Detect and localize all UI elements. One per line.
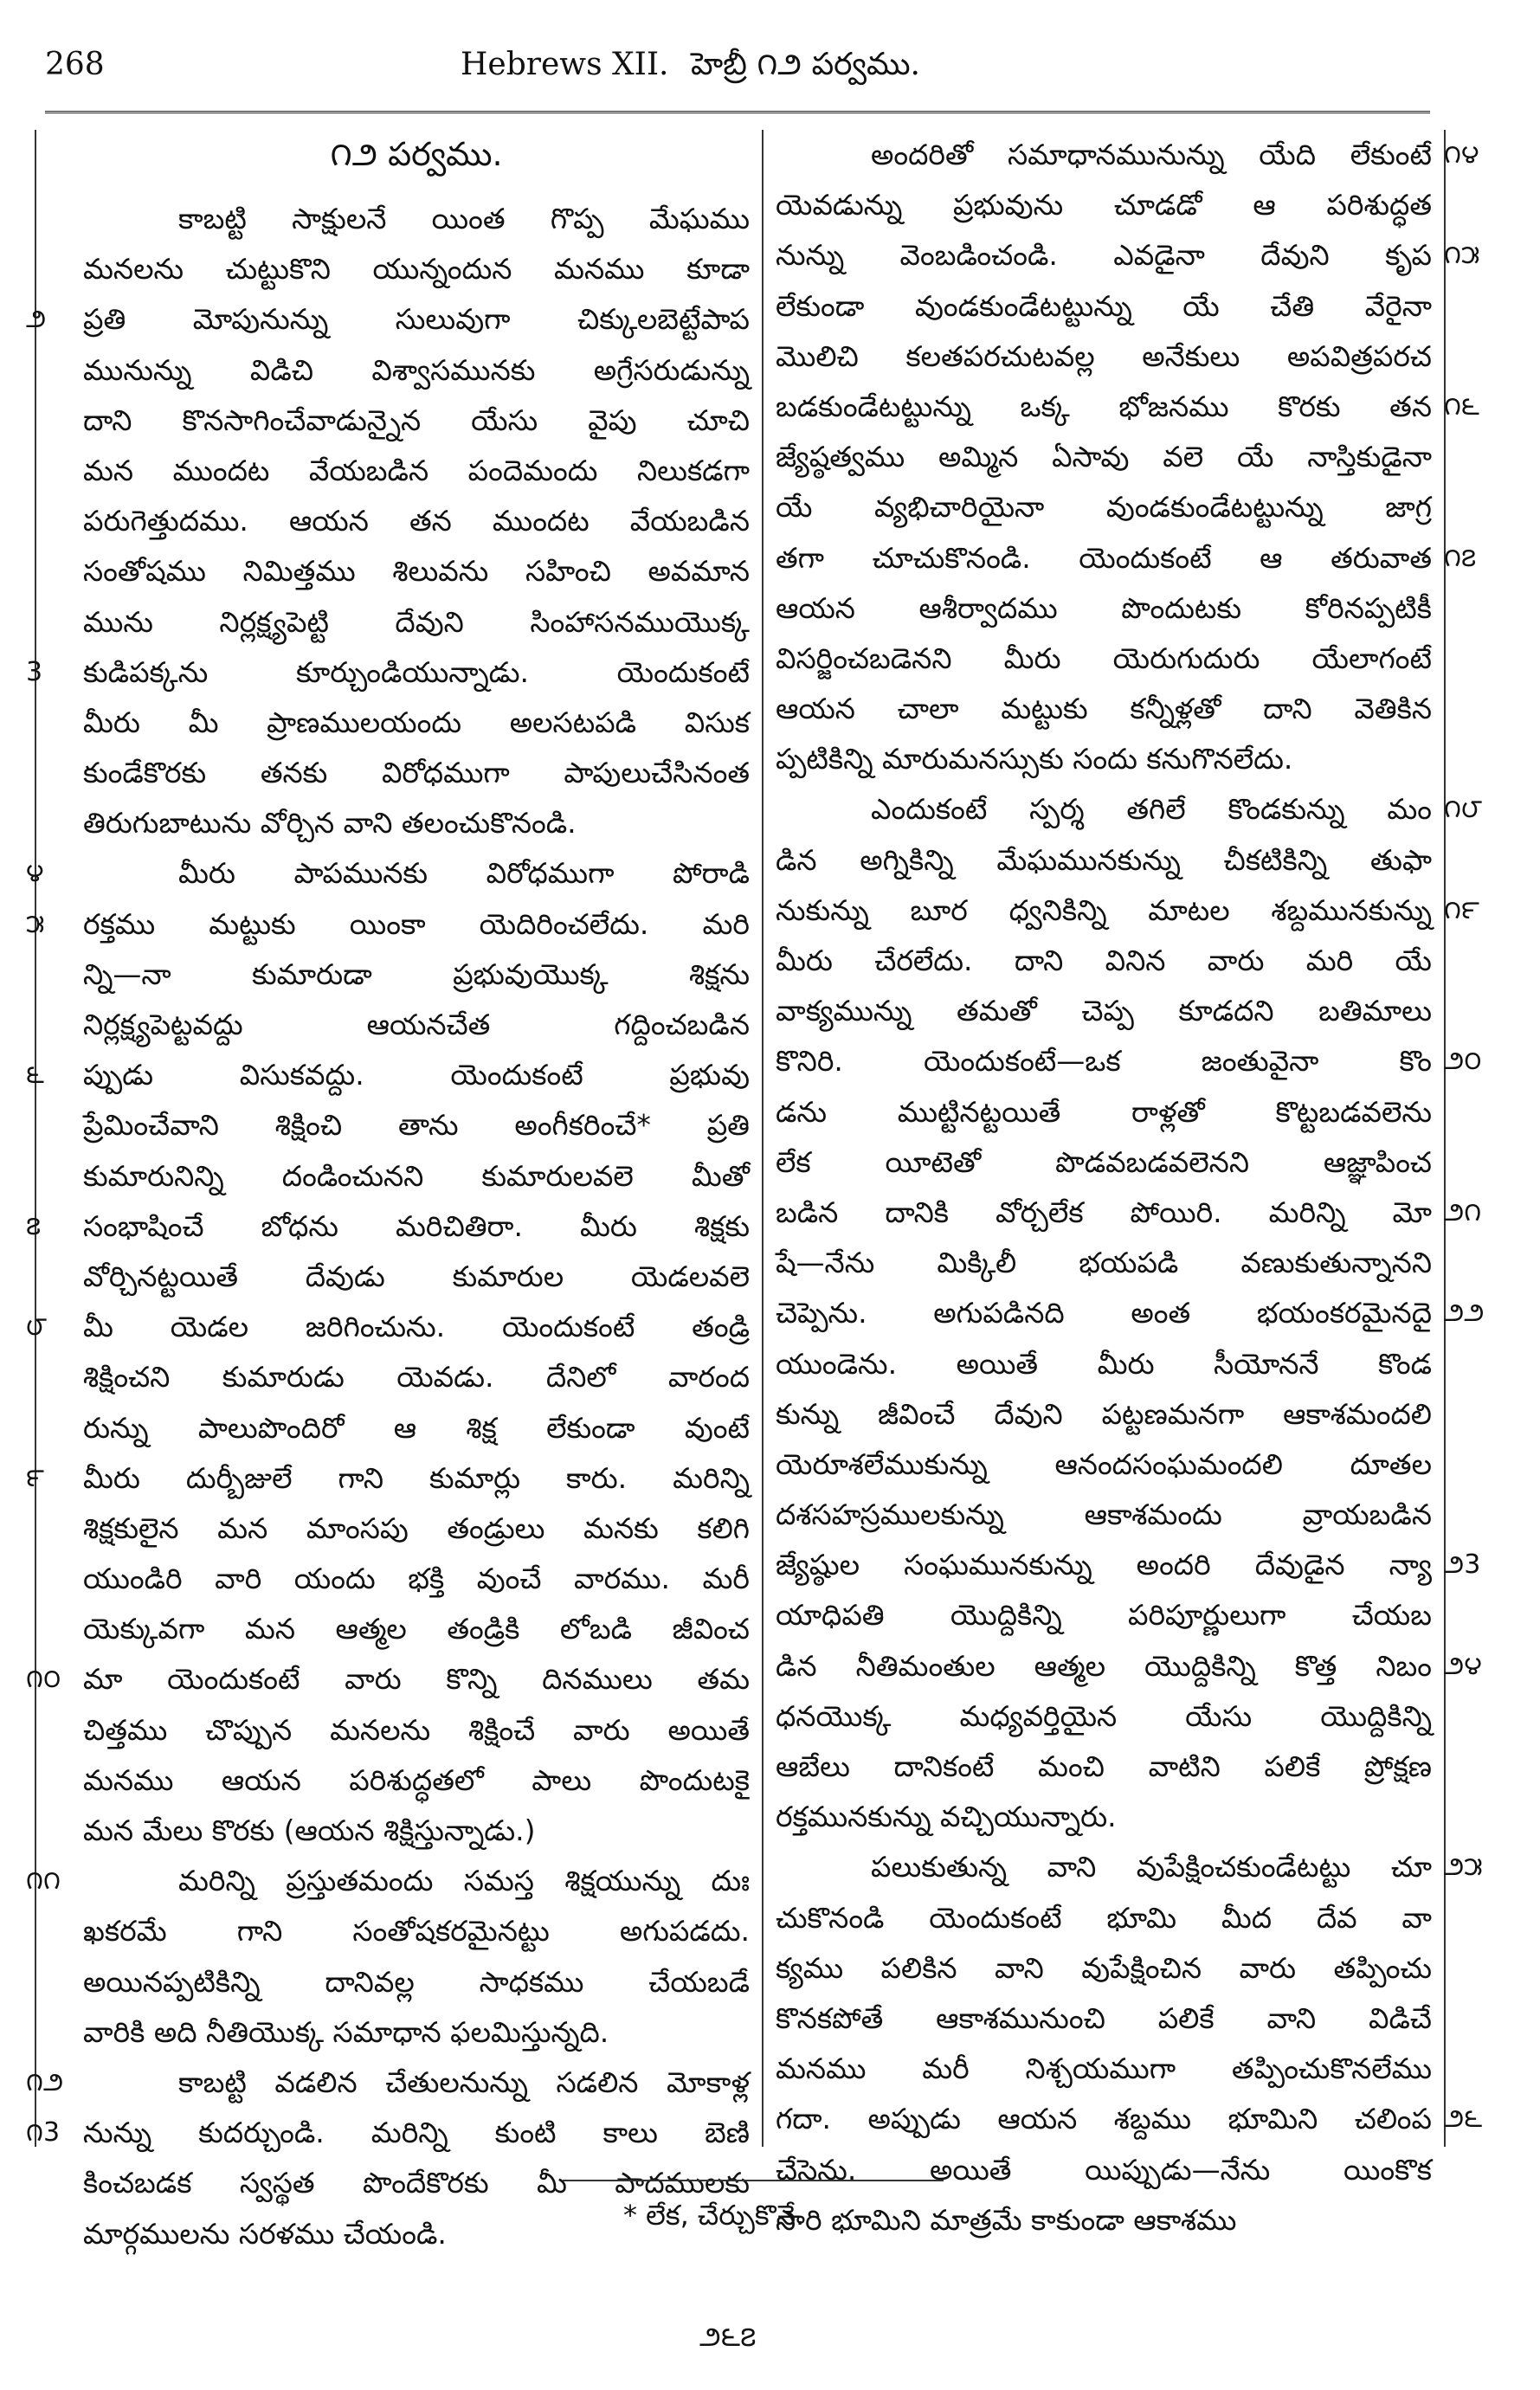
line-text: వాక్యమున్ను తమతో చెప్ప కూడదని బతిమాలు <box>776 994 1432 1028</box>
text-line <box>776 1994 1434 2044</box>
line-text: బడకుండేటట్టున్ను ఒక్క భోజనము కొరకు తన <box>776 389 1432 423</box>
text-line <box>776 1137 1434 1188</box>
text-line <box>776 1188 1482 1238</box>
line-text: యెవడున్ను ప్రభువును చూడడో ఆ పరిశుద్ధత <box>776 188 1432 222</box>
line-text: యెరూశలేముకున్ను ఆనందసంఘమందలి దూతల <box>776 1446 1432 1481</box>
text-line <box>83 1554 750 1604</box>
left-column <box>26 130 750 2259</box>
running-title-english: Hebrews XII. <box>461 47 669 82</box>
line-text: రక్తము మట్టుకు యింకా యెదిరించలేదు. మరి <box>83 906 750 941</box>
text-line <box>776 1238 1434 1288</box>
line-text: వారికి అది నీతియొక్క సమాధాన ఫలమిస్తున్నది. <box>83 2014 609 2049</box>
verse-number: ౨ <box>26 304 47 335</box>
line-text: ప్రతి మోపునున్ను సులువుగా చిక్కులబెట్టేపాప <box>83 302 750 337</box>
line-text: ఆబేలు దానికంటే మంచి వాటిని పలికే ప్రోక్షణ <box>776 1749 1432 1783</box>
line-text: డను ముట్టినట్టయితే రాళ్లతో కొట్టబడవలెను <box>776 1094 1432 1129</box>
text-line <box>26 1856 750 1906</box>
text-line <box>776 1742 1434 1792</box>
line-text: నున్ను కుదర్చుండి. మరిన్ని కుంటి కాలు బెణి <box>83 2116 750 2150</box>
text-line <box>26 899 750 950</box>
line-text: కాబట్టి వడలిన చేతులనున్ను సడలిన మోకాళ్ల <box>178 2065 750 2099</box>
line-text: జ్యేష్ఠత్వము అమ్మిన ఏసావు వలె యే నాస్తికుడైనా <box>776 440 1432 474</box>
verse-number: ౨౧ <box>1444 1196 1482 1227</box>
line-text: గదా. అప్పుడు ఆయన శబ్దము భూమిని చలింప <box>776 2102 1432 2136</box>
line-text: యే వ్యభిచారియైనా వుండకుండేటట్టున్ను జాగ్ర <box>776 490 1432 525</box>
verse-number: ౨౨ <box>1444 1298 1485 1329</box>
text-line <box>776 130 1479 180</box>
line-text: మొలిచి కలతపరచుటవల్ల అనేకులు అపవిత్రపరచ <box>776 338 1432 373</box>
line-text: కున్ను జీవించే దేవుని పట్టణమనగా ఆకాశమందలి <box>776 1396 1432 1431</box>
line-text: సారి భూమిని మాత్రమే కాకుండా ఆకాశము <box>776 2202 1237 2237</box>
text-line <box>26 294 750 345</box>
footnote-rule <box>563 2180 944 2181</box>
text-line <box>776 432 1434 482</box>
chapter-heading: ౧౨ పర్వము. <box>330 135 503 173</box>
line-text: చుకొనండి యెందుకంటే భూమి మీద దేవ వా <box>776 1900 1432 1935</box>
line-text: మీరు మీ ప్రాణములయందు అలసటపడి విసుక <box>83 705 750 739</box>
line-text: మన మేలు కొరకు (ఆయన శిక్షిస్తున్నాడు.) <box>83 1813 536 1847</box>
line-text: డిన అగ్నికిన్ని మేఘమునకున్ను చీకటికిన్ని తుఫా <box>776 842 1432 877</box>
line-text: జ్యేష్ఠుల సంఘమునకున్ను అందరి దేవుడైన న్యా <box>776 1548 1432 1582</box>
text-line <box>776 1842 1483 1892</box>
page-number: 268 <box>45 47 105 82</box>
line-text: క్యము పలికిన వాని వుపేక్షించిన వారు తప్పించు <box>776 1950 1432 1985</box>
verse-number: 3 <box>26 656 43 687</box>
verse-number: ౧౮ <box>1444 794 1483 825</box>
text-line <box>83 698 750 748</box>
text-line <box>776 1389 1434 1440</box>
text-line <box>83 1906 750 1956</box>
line-text: తగా చూచుకొనండి. యెందుకంటే ఆ తరువాత <box>776 540 1432 575</box>
line-text: మా యెందుకంటే వారు కొన్ని దినములు తమ <box>83 1662 750 1697</box>
left-border-rule <box>35 130 36 2147</box>
line-text: ఎందుకంటే స్పర్శ తగిలే కొండకున్ను మం <box>871 792 1432 827</box>
text-line <box>776 1540 1481 1590</box>
line-text: తిరుగుబాటును వోర్చిన వాని తలంచుకొనండి. <box>83 806 577 841</box>
text-line <box>83 748 750 798</box>
verse-number: ౮ <box>26 1311 48 1343</box>
line-text: మార్గములను సరళము చేయండి. <box>83 2216 447 2251</box>
verse-number: ౧౨ <box>26 2066 64 2097</box>
verse-number: ౧౭ <box>1444 542 1477 573</box>
text-line <box>83 1151 750 1201</box>
text-line <box>776 1339 1434 1389</box>
text-line <box>26 647 750 698</box>
verse-number: ౧౧ <box>26 1865 61 1897</box>
line-text: నుకున్ను బూర ధ్వనికిన్ని మాటల శబ్దమునకున్ను <box>776 892 1432 927</box>
line-text: మరిన్ని ప్రస్తుతమందు సమస్త శిక్షయున్ను దుః <box>178 1864 750 1898</box>
line-text: డిన నీతిమంతుల ఆత్మల యొద్దికిన్ని కొత్త నిబం <box>776 1648 1432 1683</box>
header-rule <box>45 111 1430 113</box>
text-line <box>776 2044 1434 2094</box>
text-line <box>776 1641 1482 1691</box>
text-line <box>83 496 750 546</box>
text-line <box>83 1000 750 1050</box>
text-line <box>83 244 750 294</box>
text-line <box>83 950 750 1000</box>
line-text: నిర్లక్ష్యపెట్టవద్దు ఆయనచేత గద్దించబడిన <box>83 1008 750 1041</box>
line-text: ధనయొక్క మధ్యవర్తియైన యేసు యొద్దికిన్ని <box>776 1698 1432 1733</box>
verse-number: ౪ <box>26 858 44 889</box>
text-line <box>83 1705 750 1755</box>
line-text: యుండిరి వారి యందు భక్తి వుంచే వారము. మరీ <box>83 1562 750 1596</box>
line-text: ప్పుడు విసుకవద్దు. యెందుకంటే ప్రభువు <box>83 1058 750 1092</box>
text-line <box>776 1440 1434 1490</box>
line-text: అందరితో సమాధానమునున్ను యేది లేకుంటే <box>871 138 1432 171</box>
line-text: కుండేకొరకు తనకు విరోధముగా పాపులుచేసినంత <box>83 756 750 790</box>
text-line <box>776 382 1479 432</box>
text-line <box>26 848 750 899</box>
line-text: రున్ను పాలుపొందిరో ఆ శిక్ష లేకుండా వుంటే <box>83 1410 750 1445</box>
text-line <box>83 1504 750 1554</box>
text-line <box>776 2195 1434 2245</box>
text-line <box>26 2108 750 2158</box>
text-line <box>776 1893 1434 1943</box>
text-line <box>776 1792 1434 1842</box>
line-text: లేక యీటెతో పొడవబడవలెనని ఆజ్ఞాపించ <box>776 1144 1432 1179</box>
text-line <box>776 2145 1434 2195</box>
text-line <box>83 1604 750 1654</box>
line-text: సంభాషించే బోధను మరిచితిరా. మీరు శిక్షకు <box>83 1208 750 1243</box>
line-text: సంతోషము నిమిత్తము శిలువను సహించి అవమాన <box>83 554 750 589</box>
footnote: * లేక, చేర్చుకొనే. <box>623 2199 805 2232</box>
line-text: వోర్చినట్టయితే దేవుడు కుమారుల యెడలవలె <box>83 1259 750 1293</box>
signature-mark: ౨౬౭ <box>699 2320 757 2353</box>
line-text: కాబట్టి సాక్షులనే యింత గొప్ప మేఘము <box>178 202 750 235</box>
text-line <box>26 1654 750 1704</box>
line-text: కుమారునిన్ని దండించునని కుమారులవలె మీతో <box>83 1158 750 1193</box>
text-line <box>776 1691 1434 1742</box>
text-line <box>26 1453 750 1504</box>
text-line <box>776 332 1434 382</box>
line-text: మీ యెడల జరిగించును. యెందుకంటే తండ్రి <box>83 1310 750 1344</box>
line-text: దశసహస్రములకున్ను ఆకాశమందు వ్రాయబడిన <box>776 1498 1432 1532</box>
verse-number: ౫ <box>26 908 45 939</box>
line-text: ప్రేమించేవాని శిక్షించి తాను అంగీకరించే* ప్రతి <box>83 1108 750 1143</box>
line-text: కొనిరి. యెందుకంటే—ఒక జంతువైనా కొం <box>776 1044 1432 1079</box>
text-line <box>26 1302 750 1352</box>
line-text: ఆయన చాలా మట్టుకు కన్నీళ్లతో దాని వెతికిన <box>776 692 1432 726</box>
text-line <box>776 583 1434 634</box>
column-divider <box>762 130 764 2147</box>
verse-number: ౭ <box>26 1210 42 1241</box>
text-line <box>776 1590 1434 1640</box>
text-line <box>83 2007 750 2058</box>
line-text: చేసెను. అయితే యిప్పుడు—నేను యింకొక <box>776 2152 1432 2187</box>
text-line <box>83 546 750 596</box>
line-text: యెక్కువగా మన ఆత్మల తండ్రికి లోబడి జీవించ <box>83 1612 750 1646</box>
running-title-telugu: హెబ్రీ ౧౨ పర్వము. <box>690 47 920 82</box>
verse-number: ౯ <box>26 1462 44 1493</box>
line-text: శిక్షకులైన మన మాంసపు తండ్రులు మనకు కలిగి <box>83 1511 750 1545</box>
text-line <box>83 1806 750 1856</box>
line-text: బడిన దానికి వోర్చలేక పోయిరి. మరిన్ని మో <box>776 1195 1432 1229</box>
verse-number: ౧౦ <box>26 1664 61 1695</box>
text-line <box>776 684 1434 734</box>
line-text: లేకుండా వుండకుండేటట్టున్ను యే చేతి వేరైనా <box>776 288 1432 323</box>
line-text: శిక్షించని కుమారుడు యెవడు. దేనిలో వారంద <box>83 1360 750 1395</box>
line-text: షే—నేను మిక్కిలీ భయపడి వణుకుతున్నానని <box>776 1246 1432 1280</box>
text-line <box>83 1403 750 1453</box>
line-text: ప్పటికిన్ని మారుమనస్సుకు సందు కనుగొనలేదు. <box>776 742 1293 776</box>
text-line <box>83 194 750 244</box>
text-line <box>83 345 750 396</box>
line-text: కించబడక స్వస్థత పొందేకొరకు మీ పాదములకు <box>83 2166 750 2200</box>
line-text: కొనకపోతే ఆకాశమునుంచి పలికే వాని విడిచే <box>776 2000 1432 2035</box>
text-line <box>776 936 1434 986</box>
verse-number: ౨౪ <box>1444 1650 1482 1681</box>
text-line <box>776 533 1477 583</box>
text-line <box>83 1352 750 1402</box>
line-text: మనలను చుట్టుకొని యున్నందున మనము కూడా <box>83 252 750 287</box>
text-line <box>83 1252 750 1302</box>
text-line <box>776 634 1434 684</box>
text-line <box>776 1036 1482 1086</box>
page-header <box>45 42 1430 93</box>
text-line <box>83 1755 750 1806</box>
line-text: న్ని—నా కుమారుడా ప్రభువుయొక్క శిక్షను <box>83 957 750 991</box>
line-text: యాధిపతి యొద్దికిన్ని పరిపూర్ణులుగా చేయబ <box>776 1598 1432 1633</box>
line-text: మనము మరీ నిశ్చయముగా తప్పించుకొనలేము <box>776 2052 1432 2086</box>
text-line <box>776 1490 1434 1540</box>
text-line <box>83 446 750 496</box>
verse-number: ౧౬ <box>1444 390 1479 422</box>
line-text: ఖకరమే గాని సంతోషకరమైనట్టు అగుపడదు. <box>83 1914 750 1949</box>
text-line <box>26 1050 750 1100</box>
line-text: మునున్ను విడిచి విశ్వాసమునకు అగ్రేసరుడున్ను <box>83 352 750 387</box>
verse-number: ౧౪ <box>1444 139 1479 170</box>
text-line <box>776 1087 1434 1137</box>
line-text: మన ముందట వేయబడిన పందెమందు నిలుకడగా <box>83 453 750 487</box>
verse-number: ౧౫ <box>1444 240 1480 271</box>
text-line <box>776 281 1434 332</box>
line-text: చిత్తము చొప్పున మనలను శిక్షించే వారు అయితే <box>83 1712 750 1747</box>
text-line <box>776 835 1434 886</box>
text-line <box>776 886 1479 936</box>
line-text: చెప్పెను. అగుపడినది అంత భయంకరమైనదై <box>776 1296 1432 1330</box>
verse-number: ౨3 <box>1444 1549 1481 1581</box>
line-text: మీరు పాపమునకు విరోధముగా పోరాడి <box>178 856 750 891</box>
line-text: మును నిర్లక్ష్యపెట్టి దేవుని సింహాసనముయొక్క <box>83 604 750 639</box>
text-line <box>83 396 750 446</box>
text-line <box>83 1100 750 1150</box>
text-line <box>776 734 1434 784</box>
text-line <box>776 2094 1483 2144</box>
line-text: పరుగెత్తుదము. ఆయన తన ముందట వేయబడిన <box>83 504 750 538</box>
line-text: మీరు దుర్బీజులే గాని కుమార్లు కారు. మరిన్ని <box>83 1460 750 1495</box>
line-text: మనము ఆయన పరిశుద్ధతలో పాలు పొందుటకై <box>83 1762 750 1797</box>
line-text: రక్తమునకున్ను వచ్చియున్నారు. <box>776 1800 1117 1834</box>
verse-number: ౨౫ <box>1444 1852 1483 1883</box>
line-text: విసర్జించబడెనని మీరు యెరుగుదురు యేలాగంటే <box>776 641 1432 675</box>
text-line <box>776 1288 1485 1338</box>
line-text: దాని కొనసాగించేవాడున్నైన యేసు వైపు చూచి <box>83 403 750 437</box>
line-text: పలుకుతున్న వాని వుపేక్షించకుండేటట్టు చూ <box>871 1850 1432 1884</box>
right-column <box>776 130 1485 2245</box>
line-text: నున్ను వెంబడించండి. ఎవడైనా దేవుని కృప <box>776 238 1432 273</box>
text-line <box>83 798 750 848</box>
verse-number: ౬ <box>26 1060 44 1091</box>
text-line <box>776 230 1480 280</box>
verse-number: ౧3 <box>26 2117 61 2148</box>
verse-number: ౨౬ <box>1444 2103 1483 2135</box>
text-line <box>776 482 1434 532</box>
line-text: యుండెను. అయితే మీరు సీయోననే కొండ <box>776 1346 1432 1381</box>
line-text: కుడిపక్కను కూర్చుండియున్నాడు. యెందుకంటే <box>83 654 750 689</box>
line-text: అయినప్పటికిన్ని దానివల్ల సాధకము చేయబడే <box>83 1964 750 1999</box>
text-line <box>776 180 1434 230</box>
text-line <box>776 784 1483 834</box>
text-line <box>776 986 1434 1036</box>
text-line <box>83 597 750 647</box>
text-line <box>26 2058 750 2108</box>
line-text: ఆయన ఆశీర్వాదము పొందుటకు కోరినప్పటికీ <box>776 590 1432 625</box>
verse-number: ౧౯ <box>1444 894 1479 925</box>
text-line <box>26 1201 750 1252</box>
text-line <box>83 1957 750 2007</box>
verse-number: ౨౦ <box>1444 1046 1482 1077</box>
text-line <box>776 1943 1434 1994</box>
line-text: మీరు చేరలేదు. దాని వినిన వారు మరి యే <box>776 944 1432 977</box>
running-title <box>461 47 932 90</box>
